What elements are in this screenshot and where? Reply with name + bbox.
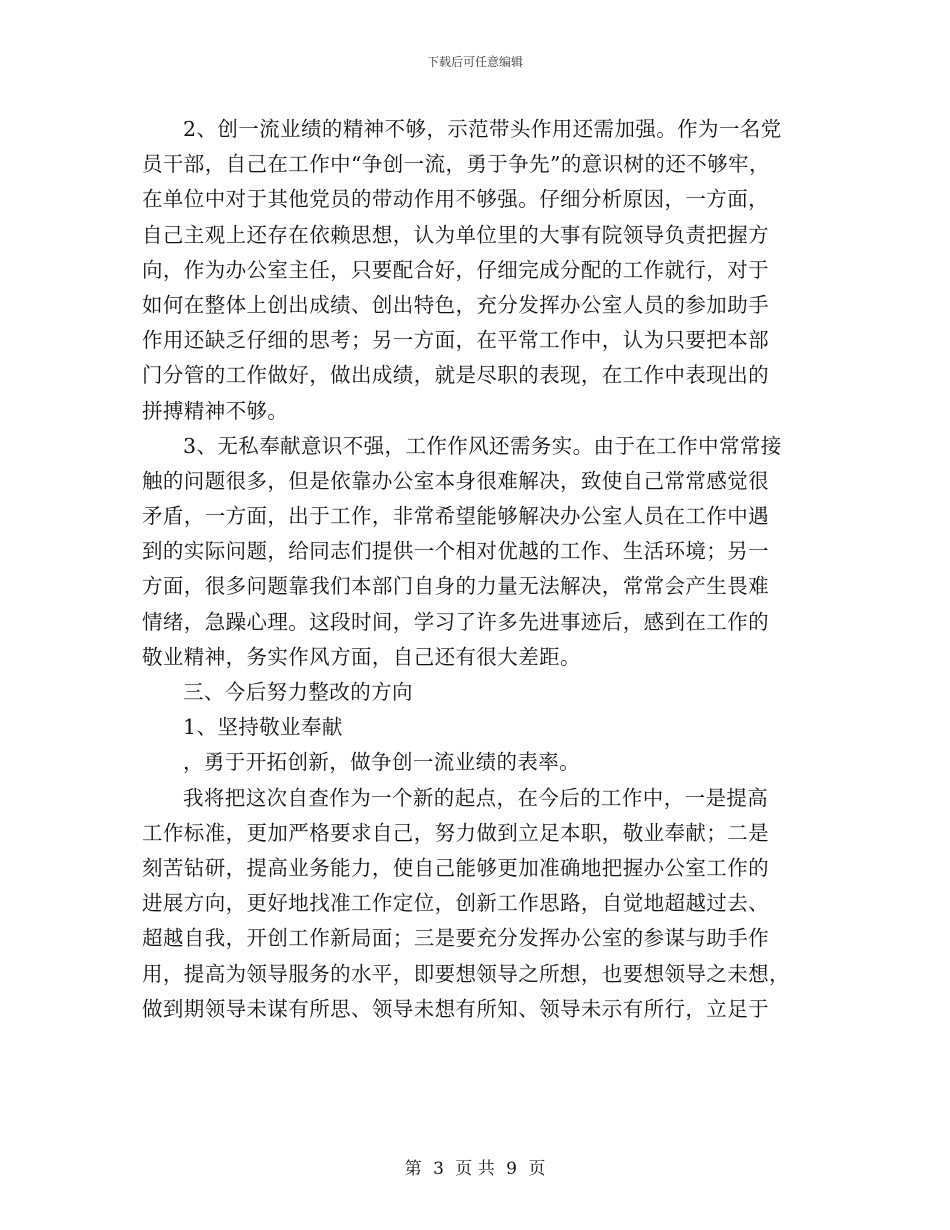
section-heading: 三、今后努力整改的方向 bbox=[183, 680, 413, 704]
text-line: 矛盾，一方面，出于工作，非常希望能够解决办公室人员在工作中遇 bbox=[142, 504, 769, 529]
text-line: 情绪，急躁心理。这段时间，学习了许多先进事迹后，感到在工作的 bbox=[142, 609, 769, 634]
text-line: 敬业精神，务实作风方面，自己还有很大差距。 bbox=[142, 644, 581, 669]
text-line: 员干部，自己在工作中“争创一流，勇于争先”的意识树的还不够牢， bbox=[142, 152, 770, 177]
text-line: 向，作为办公室主任，只要配合好，仔细完成分配的工作就行，对于 bbox=[142, 257, 769, 282]
text-line: 拼搏精神不够。 bbox=[142, 398, 289, 423]
page-total: 9 bbox=[506, 1159, 517, 1179]
text-line: 我将把这次自查作为一个新的起点，在今后的工作中，一是提高 bbox=[183, 785, 769, 810]
text-line: 工作标准，更加严格要求自己，努力做到立足本职，敬业奉献；二是 bbox=[142, 820, 769, 845]
text-line: 到的实际问题，给同志们提供一个相对优越的工作、生活环境；另一 bbox=[142, 539, 769, 564]
page-footer bbox=[0, 1154, 950, 1179]
footer-mid: 页 共 bbox=[455, 1159, 495, 1179]
text-line: 作用还缺乏仔细的思考；另一方面，在平常工作中，认为只要把本部 bbox=[142, 328, 769, 353]
footer-prefix: 第 bbox=[404, 1159, 422, 1179]
text-line: 用，提高为领导服务的水平，即要想领导之所想，也要想领导之未想， bbox=[142, 961, 790, 986]
text-line: ，勇于开拓创新，做争创一流业绩的表率。 bbox=[183, 750, 581, 775]
text-line: 3、无私奉献意识不强，工作作风还需务实。由于在工作中常常接 bbox=[183, 433, 782, 458]
footer-suffix: 页 bbox=[528, 1159, 546, 1179]
page-header: 下载后可任意编辑 bbox=[426, 55, 523, 69]
text-line: 进展方向，更好地找准工作定位，创新工作思路，自觉地超越过去、 bbox=[142, 891, 769, 916]
text-line: 方面，很多问题靠我们本部门自身的力量无法解决，常常会产生畏难 bbox=[142, 574, 769, 599]
text-line: 自己主观上还存在依赖思想，认为单位里的大事有院领导负责把握方 bbox=[142, 222, 769, 247]
text-line: 门分管的工作做好，做出成绩，就是尽职的表现，在工作中表现出的 bbox=[142, 363, 769, 388]
text-line: 刻苦钻研，提高业务能力，使自己能够更加准确地把握办公室工作的 bbox=[142, 855, 769, 880]
text-line: 超越自我，开创工作新局面；三是要充分发挥办公室的参谋与助手作 bbox=[142, 926, 769, 951]
text-line: 触的问题很多，但是依靠办公室本身很难解决，致使自己常常感觉很 bbox=[142, 468, 769, 493]
document-body bbox=[142, 112, 810, 1027]
subsection-heading: 1、坚持敬业奉献 bbox=[183, 715, 343, 740]
text-line: 做到期领导未谋有所思、领导未想有所知、领导未示有所行，立足于 bbox=[142, 996, 769, 1021]
text-line: 在单位中对于其他党员的带动作用不够强。仔细分析原因，一方面， bbox=[142, 187, 769, 212]
page-number: 3 bbox=[433, 1159, 444, 1179]
text-line: 如何在整体上创出成绩、创出特色，充分发挥办公室人员的参加助手 bbox=[142, 292, 769, 317]
text-line: 2、创一流业绩的精神不够，示范带头作用还需加强。作为一名党 bbox=[183, 117, 782, 141]
